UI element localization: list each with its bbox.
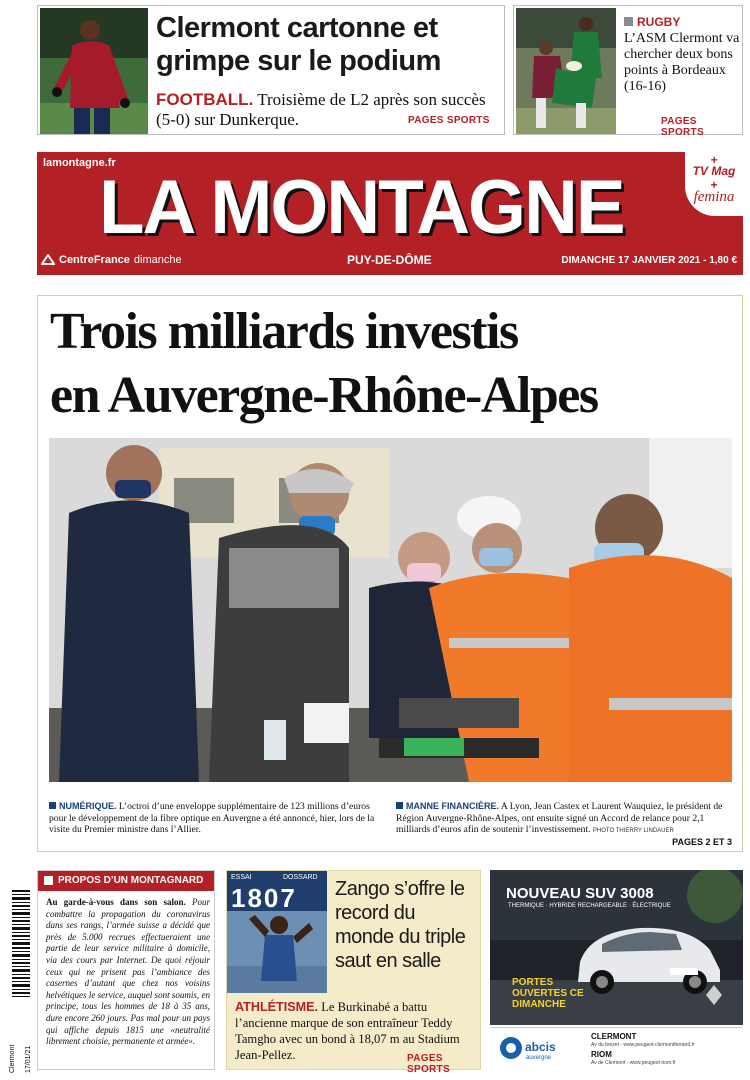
- supplement-tvmag: TV Mag: [692, 164, 736, 178]
- column-text: [46, 897, 210, 1048]
- spine-edition: Clermont: [9, 1044, 16, 1073]
- athletics-photo: [227, 871, 327, 993]
- caption-right-kicker: MANNE FINANCIÈRE.: [406, 801, 500, 811]
- main-headline-line2: en Auvergne-Rhône-Alpes: [50, 367, 598, 424]
- plus-icon: +: [710, 178, 718, 192]
- board-label-essai: ESSAI: [231, 874, 252, 881]
- ad-subtitle: THERMIQUE · HYBRIDE RECHARGEABLE · ÉLECTRIQUE: [508, 903, 671, 909]
- ad-offer: PORTES OUVERTES CE DIMANCHE: [512, 977, 584, 1010]
- athletics-kicker: ATHLÉTISME.: [235, 1000, 319, 1014]
- board-digits: 1807: [231, 883, 297, 913]
- football-kicker: FOOTBALL.: [156, 90, 254, 109]
- group-day: dimanche: [133, 254, 182, 266]
- ad-city-clermont: CLERMONT: [591, 1032, 637, 1041]
- dealer-sub: auvergne: [526, 1055, 552, 1061]
- barcode: [8, 888, 34, 1073]
- main-headline-line1: Trois milliards investis: [50, 303, 518, 360]
- football-body: Troisième de L2 après son succès (5-0) sur Dunkerque.: [156, 90, 486, 129]
- group-name: CentreFrance: [59, 254, 130, 266]
- column-box[interactable]: [37, 870, 215, 1070]
- ad-address-riom[interactable]: Av de Clermont - www.peugeot-riom.fr: [591, 1060, 676, 1066]
- main-headline[interactable]: [50, 300, 740, 428]
- ad-title: NOUVEAU SUV 3008: [506, 885, 654, 902]
- teaser-rugby[interactable]: [513, 5, 743, 138]
- photo-credit: PHOTO THIERRY LINDAUER: [592, 828, 674, 834]
- date-price: DIMANCHE 17 JANVIER 2021 - 1,80 €: [561, 255, 737, 266]
- rugby-body[interactable]: L’ASM Clermont va chercher deux bons points à Bordeaux (16-16): [624, 31, 740, 94]
- football-headline[interactable]: Clermont cartonne et grimpe sur le podium: [156, 12, 441, 77]
- caption-left: [49, 801, 389, 836]
- athletics-pages-ref[interactable]: PAGES SPORTS: [407, 1053, 450, 1075]
- square-bullet-icon: [49, 802, 56, 809]
- rugby-square-icon: [624, 17, 633, 26]
- ad-city-riom: RIOM: [591, 1050, 612, 1059]
- main-pages-ref[interactable]: PAGES 2 ET 3: [672, 837, 732, 847]
- paper-title: LA MONTAGNE: [99, 165, 624, 250]
- rugby-match-photo: [516, 8, 616, 134]
- ad-dealer-bar: [490, 1027, 743, 1070]
- centre-france-icon: [41, 254, 55, 266]
- main-story[interactable]: [37, 295, 743, 852]
- column-header: PROPOS D’UN MONTAGNARD: [38, 871, 214, 891]
- group-logo: [41, 254, 182, 266]
- athletics-box[interactable]: [226, 870, 481, 1075]
- dealer-logo: [498, 1032, 564, 1064]
- supplement-femina: femina: [693, 189, 735, 205]
- caption-right-text: A Lyon, Jean Castex et Laurent Wauquiez, le président de Région Auvergne-Rhône-Alpes, ont ensuite signé un Accord de relance pour 2,1 milliards d’euros afin de soutenir l’investissement.: [396, 801, 723, 835]
- rugby-kicker-text: RUGBY: [637, 15, 681, 29]
- edition-name: PUY-DE-DÔME: [347, 253, 432, 267]
- main-photo: [49, 438, 732, 782]
- caption-left-kicker: NUMÉRIQUE.: [59, 801, 117, 811]
- supplement-badge: [685, 152, 743, 216]
- teaser-football[interactable]: [37, 5, 505, 135]
- site-url[interactable]: lamontagne.fr: [43, 157, 116, 169]
- football-pages-ref[interactable]: PAGES SPORTS: [408, 115, 490, 126]
- caption-right: [396, 801, 736, 838]
- rugby-kicker: [624, 15, 680, 29]
- ad-address-clermont[interactable]: Av du brezet - www.peugeot-clermontferrand.fr: [591, 1042, 695, 1048]
- spine-date: 17/01/21: [25, 1045, 32, 1073]
- column-body: Pour combattre la propagation du coronavirus dans ses rangs, l’armée suisse a décidé que près de 5.000 recrues effectueraient une partie de leur service militaire à domicile, via des cours par Internet. De quoi réjouir ceux qui ne prisent pas l’ambiance des casernes d’autant que chez nos voisins helvétiques le service, auquel sont soumis, en principe, tous les hommes de 18 à 35 ans, dure encore 260 jours. Pas mal pour un pays qui affiche depuis 1815 une «neutralité librement choisie, permanente et armée».: [46, 897, 211, 1047]
- athletics-headline[interactable]: Zango s’offre le record du monde du triple saut en salle: [335, 878, 466, 972]
- football-player-photo: [40, 8, 148, 134]
- dealer-name: abcis: [525, 1040, 556, 1054]
- athletics-body: Le Burkinabé a battu l’ancienne marque de son entraîneur Teddy Tamgho avec un bond à 18,07 m au Stadium Jean-Pellez.: [235, 1000, 460, 1062]
- masthead: [37, 152, 743, 275]
- column-lead: Au garde-à-vous dans son salon.: [46, 897, 186, 907]
- board-label-dossard: DOSSARD: [283, 874, 318, 881]
- peugeot-ad[interactable]: [490, 870, 743, 1070]
- plus-icon: +: [710, 153, 718, 167]
- square-bullet-icon: [396, 802, 403, 809]
- caption-left-text: L’octroi d’une enveloppe supplémentaire de 123 millions d’euros pour le développement de la fibre optique en Auvergne a été annoncé, hier, lors de la visite du Premier ministre dans l’Allier.: [49, 801, 375, 835]
- rugby-pages-ref[interactable]: PAGES SPORTS: [661, 116, 704, 138]
